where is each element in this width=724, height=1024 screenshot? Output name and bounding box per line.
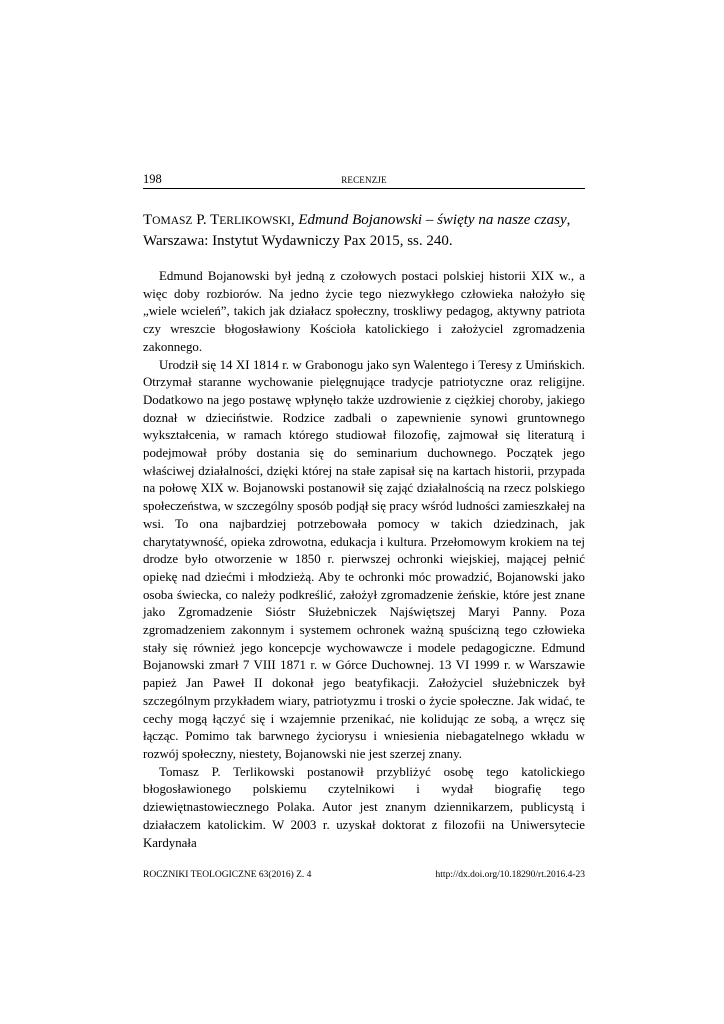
page-header <box>143 174 585 189</box>
running-head: RECENZJE <box>341 175 387 185</box>
page-number: 198 <box>143 172 162 186</box>
author-last-initial: T <box>210 212 220 228</box>
book-publisher: , Warszawa: Instytut Wydawniczy Pax 2015, ss. 240. <box>143 212 571 249</box>
journal-citation: ROCZNIKI TEOLOGICZNE 63(2016) Z. 4 <box>143 870 312 880</box>
author-middle: P. <box>192 212 211 228</box>
doi-link[interactable]: http://dx.doi.org/10.18290/rt.2016.4-23 <box>435 870 585 880</box>
book-title: Edmund Bojanowski – święty na nasze czasy <box>298 212 567 228</box>
author-last-rest: ERLIKOWSKI <box>219 215 291 227</box>
paragraph-3: Tomasz P. Terlikowski postanowił przybliżyć osobę tego katolickiego błogosławionego polskiemu czytelnikowi i wydał biografię tego dziewiętnastowiecznego Polaka. Autor jest znanym dziennikarzem, publicystą i działaczem katolickim. W 2003 r. uzyskał doktorat z filozofii na Uniwersytecie Kardynała <box>143 764 585 850</box>
author-first-initial: T <box>143 212 153 228</box>
review-body <box>143 268 585 852</box>
paragraph-1: Edmund Bojanowski był jedną z czołowych postaci polskiej historii XIX w., a więc doby rozbiorów. Na jedno życie tego niezwykłego człowieka nałożyło się „wiele wcieleń”, takich jak działacz społeczny, troskliwy pedagog, aktywny patriota czy wreszcie błogosławiony Kościoła katolickiego i założyciel zgromadzenia zakonnego. <box>143 269 585 354</box>
paragraph-2: Urodził się 14 XI 1814 r. w Grabonogu jako syn Walentego i Teresy z Umińskich. Otrzymał staranne wychowanie pielęgnujące tradycje patriotyczne oraz religijne. Dodatkowo na jego postawę wpłynęło także uzdrowienie z ciężkiej choroby, jakiego doznał w dzieciństwie. Rodzice zadbali o zapewnienie synowi gruntownego wykształcenia, w ramach którego studiował filozofię, zajmował się literaturą i podejmował próby dostania się do seminarium duchownego. Początek jego właściwej działalności, dzięki której na stałe zapisał się na kartach historii, przypada na połowę XIX w. Bojanowski postanowił się zająć działalnością na rzecz polskiego społeczeństwa, w szczególny sposób podjął się pracy wśród ludności zamieszkałej na wsi. To ona najbardziej potrzebowała pomocy w takich dziedzinach, jak charytatywność, opieka zdrowotna, edukacja i kultura. Przełomowym krokiem na tej drodze było otworzenie w 1850 r. pierwszej ochronki wiejskiej, mającej pełnić opiekę nad dziećmi i młodzieżą. Aby te ochronki móc prowadzić, Bojanowski jako osoba świecka, co należy podkreślić, założył zgromadzenie żeńskie, które jest znane jako Zgromadzenie Sióstr Służebniczek Najświętszej Maryi Panny. Poza zgromadzeniem zakonnym i systemem ochronek ważną spuścizną tego człowieka stały się również jego koncepcje wychowawcze i modele pedagogiczne. Edmund Bojanowski zmarł 7 VIII 1871 r. w Górce Duchownej. 13 VI 1999 r. w Warszawie papież Jan Paweł II dokonał jego beatyfikacji. Założyciel służebniczek był szczególnym przykładem wiary, patriotyzmu i troski o życie społeczne. Jak widać, te cechy mogą łączyć się i wzajemnie przenikać, nie kolidując ze sobą, a wręcz się łącząc. Pomimo tak barwnego życiorysu i wniesienia niebagatelnego wkładu w rozwój społeczny, niestety, Bojanowski nie jest szerzej znany. <box>143 357 585 761</box>
author-first-rest: OMASZ <box>152 215 193 227</box>
book-citation <box>143 210 585 251</box>
citation-separator: , <box>290 212 299 228</box>
